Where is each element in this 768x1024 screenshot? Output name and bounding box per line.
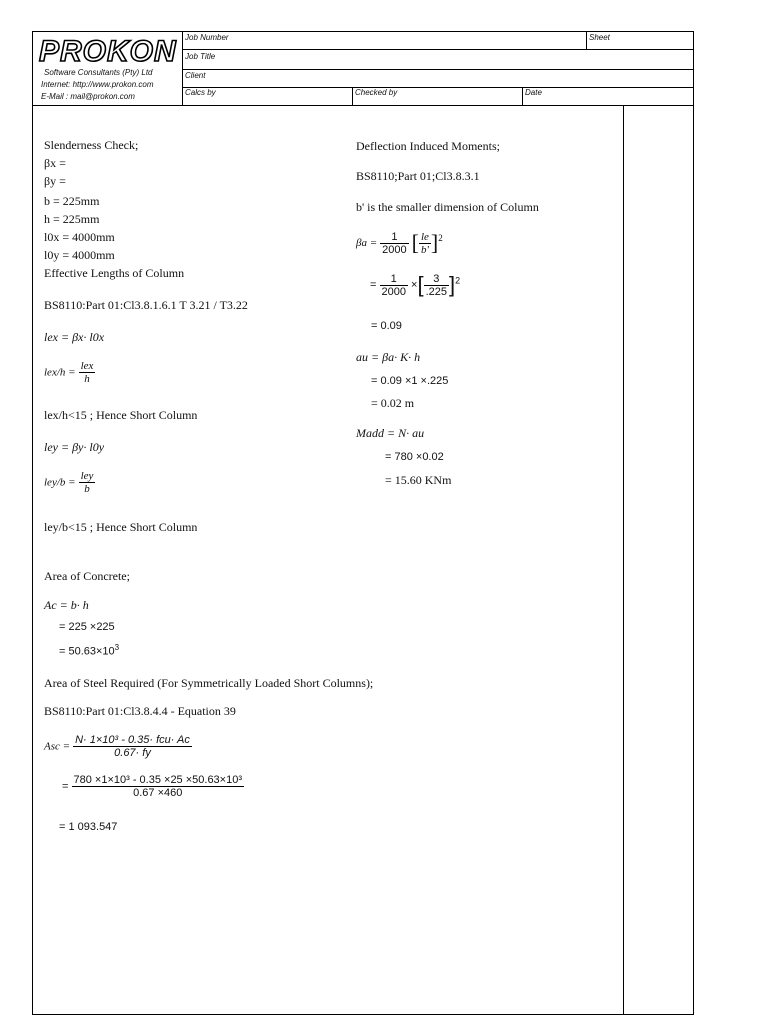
company-email: E-Mail : mail@prokon.com — [41, 92, 135, 101]
area-steel-reference: BS8110:Part 01:Cl3.8.4.4 - Equation 39 — [44, 704, 236, 718]
madd-result: = 15.60 KNm — [385, 473, 452, 487]
beta-a-result: = 0.09 — [371, 320, 402, 332]
asc-formula: Asc = $\frac{\text{N· 1×10³ - 0.35· fcu· Ac}}{0.67\cdot fy}$ — [44, 734, 190, 759]
madd-substitution: = 780 ×0.02 — [385, 451, 444, 463]
margin-column-divider — [623, 105, 624, 1014]
deflection-heading: Deflection Induced Moments; — [356, 139, 500, 153]
asc-substitution: = $\frac{\text{780 ×1×10³ - 0.35 ×25 ×50.63×10³}}{0.67 \times 460}$ — [62, 774, 243, 799]
area-concrete-heading: Area of Concrete; — [44, 569, 130, 583]
b-prime-note: b' is the smaller dimension of Column — [356, 200, 539, 214]
date-label: Date — [525, 88, 542, 97]
slenderness-heading: Slenderness Check; — [44, 138, 139, 152]
ac-result: = $50.63\times 10^3$ — [59, 643, 120, 658]
company-website: Internet: http://www.prokon.com — [41, 80, 154, 89]
b-value: b = 225mm — [44, 194, 100, 208]
beta-a-substitution: = $\frac{1}{2000}$ ×[ $\frac{3}{.225}$ ]$^2$ — [370, 272, 461, 298]
au-equation: au = βa· K· h — [356, 350, 421, 364]
l0x-value: l0x = 4000mm — [44, 230, 115, 244]
ac-equation: Ac = b· h — [44, 598, 89, 612]
h-value: h = 225mm — [44, 212, 100, 226]
prokon-logo — [37, 33, 179, 67]
company-name: Software Consultants (Pty) Ltd — [44, 68, 153, 77]
client-label: Client — [185, 71, 206, 80]
beta-a-formula: βa = $\frac{1}{2000}$ [ $\frac{le}{b'}$ ]$^2$ — [356, 230, 443, 256]
deflection-reference: BS8110;Part 01;Cl3.8.3.1 — [356, 169, 480, 183]
beta-x: βx = — [44, 156, 66, 170]
sheet-label: Sheet — [589, 33, 610, 42]
checked-by-label: Checked by — [355, 88, 398, 97]
ley-b-result: ley/b<15 ; Hence Short Column — [44, 520, 198, 534]
ley-equation: ley = βy· l0y — [44, 440, 105, 454]
sheet-header — [33, 32, 693, 106]
beta-y: βy = — [44, 174, 66, 188]
lex-equation: lex = βx· l0x — [44, 330, 105, 344]
l0y-value: l0y = 4000mm — [44, 248, 115, 262]
effective-lengths-reference: BS8110:Part 01:Cl3.8.1.6.1 T 3.21 / T3.22 — [44, 298, 248, 312]
calcs-by-label: Calcs by — [185, 88, 216, 97]
ac-substitution: = 225 ×225 — [59, 621, 115, 633]
job-title-label: Job Title — [185, 52, 216, 61]
job-number-label: Job Number — [185, 33, 229, 42]
lex-over-h-formula: lex/h = $\frac{\text{lex}}{h}$ — [44, 360, 94, 385]
ley-over-b-formula: ley/b = $\frac{\text{ley}}{b}$ — [44, 470, 94, 495]
company-block — [33, 32, 183, 105]
madd-equation: Madd = N· au — [356, 426, 425, 440]
effective-lengths-heading: Effective Lengths of Column — [44, 266, 185, 280]
asc-result: = 1 093.547 — [59, 821, 118, 833]
area-steel-heading: Area of Steel Required (For Symmetrically Loaded Short Columns); — [44, 676, 374, 690]
au-result: = 0.02 m — [371, 396, 415, 410]
svg-text:PROKON: PROKON — [39, 35, 177, 67]
au-substitution: = 0.09 ×1 ×.225 — [371, 375, 449, 387]
lex-h-result: lex/h<15 ; Hence Short Column — [44, 408, 198, 422]
